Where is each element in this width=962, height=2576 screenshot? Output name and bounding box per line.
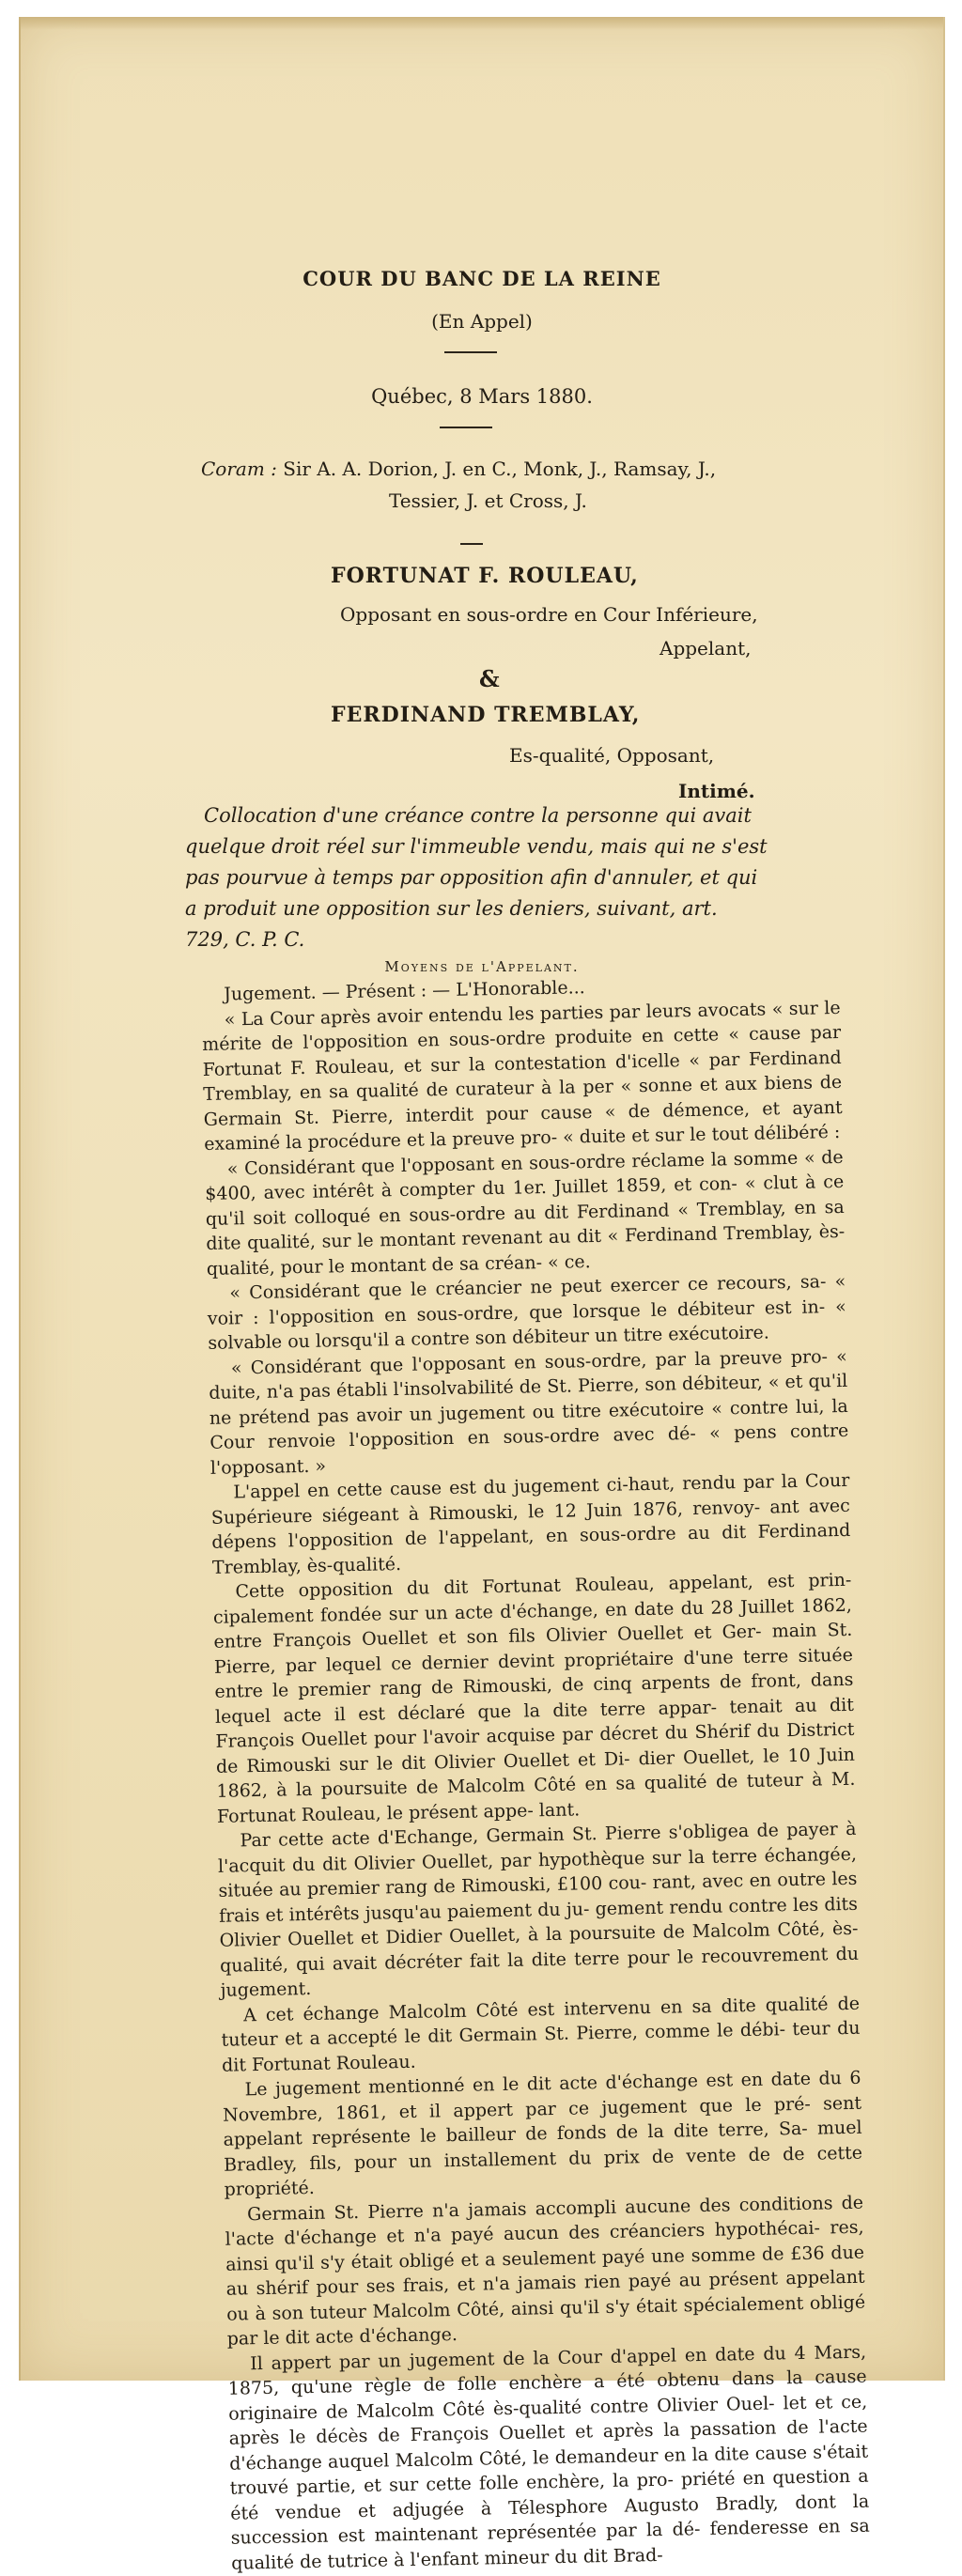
section-title: Moyens de l'Appelant. (384, 958, 580, 975)
appellant-role: Opposant en sous-ordre en Cour Inférieure, (340, 603, 758, 626)
short-rule (444, 351, 497, 353)
appellant-name: FORTUNAT F. ROULEAU, (331, 564, 639, 588)
body-paragraph: Cette opposition du dit Fortunat Rouleau, appelant, est prin- cipalement fondée sur un acte d'échange, en date du 28 Juillet 1862, entre François Ouellet et son fils Olivier Ouellet et Ger- main St. Pierre, par lequel ce dernier devint propriétaire d'une terre située entre le premier rang de Rimouski, de cinq arpents de front, dans lequel acte il est déclaré que la dite terre appar- tenait au dit François Ouellet pour l'avoir acquise par décret du Shérif du District de Rimouski sur le dit Olivier Ouellet et Di- dier Ouellet, le 10 Juin 1862, à la poursuite de Malcolm Côté en sa qualité de tuteur à M. Fortunat Rouleau, le présent appe- lant. (212, 1569, 856, 1827)
coram-judges-line2: Tessier, J. et Cross, J. (389, 489, 587, 512)
appellant-status: Appelant, (659, 637, 752, 660)
document-page (19, 17, 945, 2574)
body-paragraph: « La Cour après avoir entendu les parties par leurs avocats « sur le mérite de l'opposition en sous-ordre produite en cette « cause par Fortunat F. Rouleau, et sur la contestation d'icelle « par Ferdinand Tremblay, en sa qualité de curateur à la per « sonne et aux biens de Germain St. Pierre, interdit pour cause « de démence, et ayant examiné la procédure et la preuve pro- « duite et sur le tout délibéré : (202, 997, 843, 1155)
conjunction: & (479, 665, 500, 692)
body-paragraph: « Considérant que l'opposant en sous-ordre réclame la somme « de $400, avec intérêt à compter du 1er. Juillet 1859, et con- « clut à ce qu'il soit colloqué en sous-ordre au dit Ferdinand « Tremblay, en sa dite qualité, sur le montant revenant au dit « Ferdinand Tremblay, ès-qualité, pour le montant de sa créan- « ce. (205, 1146, 846, 1280)
body-paragraph: A cet échange Malcolm Côté est intervenu en sa dite qualité de tuteur et a accepté le dit Germain St. Pierre, comme le débi- teur du dit Fortunat Rouleau. (221, 1993, 861, 2076)
decision-date: Québec, 8 Mars 1880. (371, 385, 593, 408)
body-paragraph: Jugement. — Présent : — L'Honorable... (224, 977, 585, 1005)
coram-block (201, 453, 840, 517)
respondent-name: FERDINAND TREMBLAY, (331, 703, 641, 727)
body-paragraph: Par cette acte d'Echange, Germain St. Pierre s'obligea de payer à l'acquit du dit Olivier Ouellet, par hypothèque sur la terre échangée, située au premier rang de Rimouski, £100 cou- rant, avec en outre les frais et intérêts jusqu'au paiement du ju- gement rendu contre les dits Olivier Ouellet et Didier Ouellet, à la poursuite de Malcolm Côté, ès-qualité, qui avait décréter fait la dite terre pour le recouvrement du jugement. (217, 1818, 860, 2001)
body-paragraph: L'appel en cette cause est du jugement ci-haut, rendu par la Cour Supérieure siégeant à Rimouski, le 12 Juin 1876, renvoy- ant avec dépens l'opposition de l'appelant, en sous-ordre au dit Ferdinand Tremblay, ès-qualité. (210, 1469, 851, 1578)
short-rule (460, 543, 483, 545)
short-rule (440, 427, 492, 428)
body-paragraph: « Considérant que le créancier ne peut exercer ce recours, sa- « voir : l'opposition en sous-ordre, que lorsque le débiteur est in- « solvable ou lorsqu'il a contre son débiteur un titre exécutoire. (207, 1270, 846, 1354)
coram-label: Coram : (201, 458, 277, 480)
court-title: COUR DU BANC DE LA REINE (303, 267, 661, 290)
body-paragraph: « Considérant que l'opposant en sous-ordre, par la preuve pro- « duite, n'a pas établi l'insolvabilité de St. Pierre, son débiteur, « et qu'il ne prétend pas avoir un jugement ou titre exécutoire « contre lui, la Cour renvoie l'opposition en sous-ordre avec dé- « pens contre l'opposant. » (209, 1345, 849, 1479)
body-paragraph: Il appert par un jugement de la Cour d'appel en date du 4 Mars, 1875, qu'une règle de folle enchère a été obtenu dans la cause originaire de Malcolm Côté ès-qualité contre Olivier Ouel- let et ce, après le décès de François Ouellet et après la passation de l'acte d'échange auquel Malcolm Côté, le demandeur en la dite cause s'était trouvé partie, et sur cette folle enchère, la pro- priété en question a été vendue et adjugée à Télesphore Augusto Bradly, dont la succession est maintenant représentée par la dé- fenderesse en sa qualité de tutrice à l'enfant mineur du dit Brad- (227, 2341, 870, 2574)
paper-edge (21, 17, 943, 30)
body-paragraph: Germain St. Pierre n'a jamais accompli aucune des conditions de l'acte d'échange et n'a payé aucun des créanciers hypothécai- res, ainsi qu'il s'y était obligé et a seulement payé une somme de £36 due au shérif pour ses frais, et n'a jamais rien payé au présent appelant ou à son tuteur Malcolm Côté, ainsi qu'il s'y était spécialement obligé par le dit acte d'échange. (225, 2192, 866, 2350)
body-paragraph: Le jugement mentionné en le dit acte d'échange est en date du 6 Novembre, 1861, et il appert par ce jugement que le pré- sent appelant représente le bailleur de fonds de la dite terre, Sa- muel Bradley, fils, pour un installement du prix de vente de de cette propriété. (222, 2067, 863, 2200)
coram-judges-line1: Sir A. A. Dorion, J. en C., Monk, J., Ramsay, J., (283, 458, 717, 480)
jurisdiction-subtitle: (En Appel) (431, 310, 533, 333)
judgment-body (201, 970, 870, 2576)
respondent-status: Intimé. (678, 780, 755, 802)
respondent-role: Es-qualité, Opposant, (509, 744, 715, 767)
case-summary: Collocation d'une créance contre la personne qui avait quelque droit réel sur l'immeuble vendu, mais qui ne s'est pas pourvue à temps par opposition afin d'annuler, et qui a produit une opposition sur les deniers, suivant, art. 729, C. P. C. (185, 804, 768, 951)
